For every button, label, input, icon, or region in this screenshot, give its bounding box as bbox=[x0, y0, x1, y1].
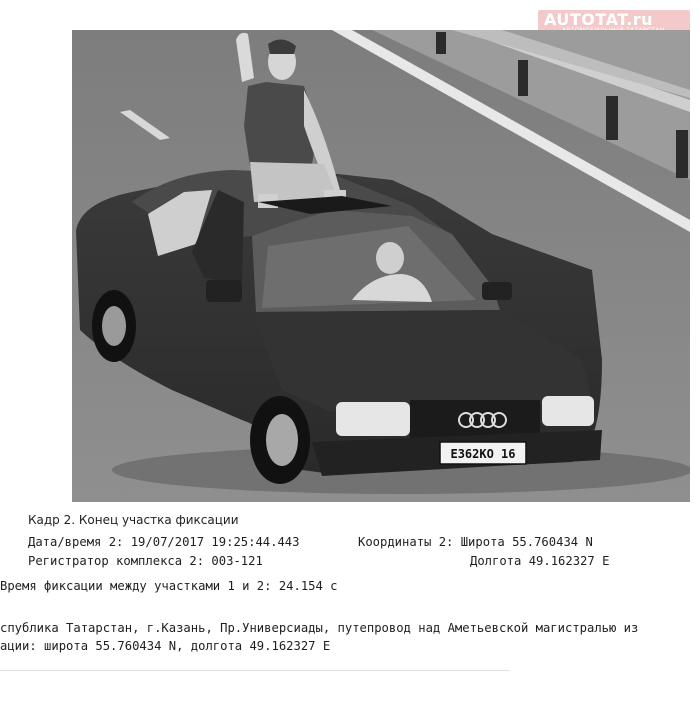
fixation-time-line: Время фиксации между участками 1 и 2: 24.154 с bbox=[0, 579, 338, 593]
bottom-divider bbox=[0, 670, 510, 671]
coordinates-latitude-line: Координаты 2: Широта 55.760434 N bbox=[358, 535, 593, 549]
location-line-2: ации: широта 55.760434 N, долгота 49.162327 E bbox=[0, 639, 331, 653]
watermark-brand: AUTOTAT.ru bbox=[544, 10, 654, 29]
location-line-1: спублика Татарстан, г.Казань, Пр.Универсиады, путепровод над Аметьевской магистралью из bbox=[0, 621, 639, 635]
datetime-line: Дата/время 2: 19/07/2017 19:25:44.443 bbox=[28, 535, 300, 549]
coordinates-longitude-line: Долгота 49.162327 E bbox=[470, 554, 610, 568]
registrar-line: Регистратор комплекса 2: 003-121 bbox=[28, 554, 263, 568]
traffic-camera-photo bbox=[72, 30, 690, 502]
license-plate-text: Е362КО 16 bbox=[450, 447, 516, 461]
frame-title: Кадр 2. Конец участка фиксации bbox=[28, 513, 239, 527]
